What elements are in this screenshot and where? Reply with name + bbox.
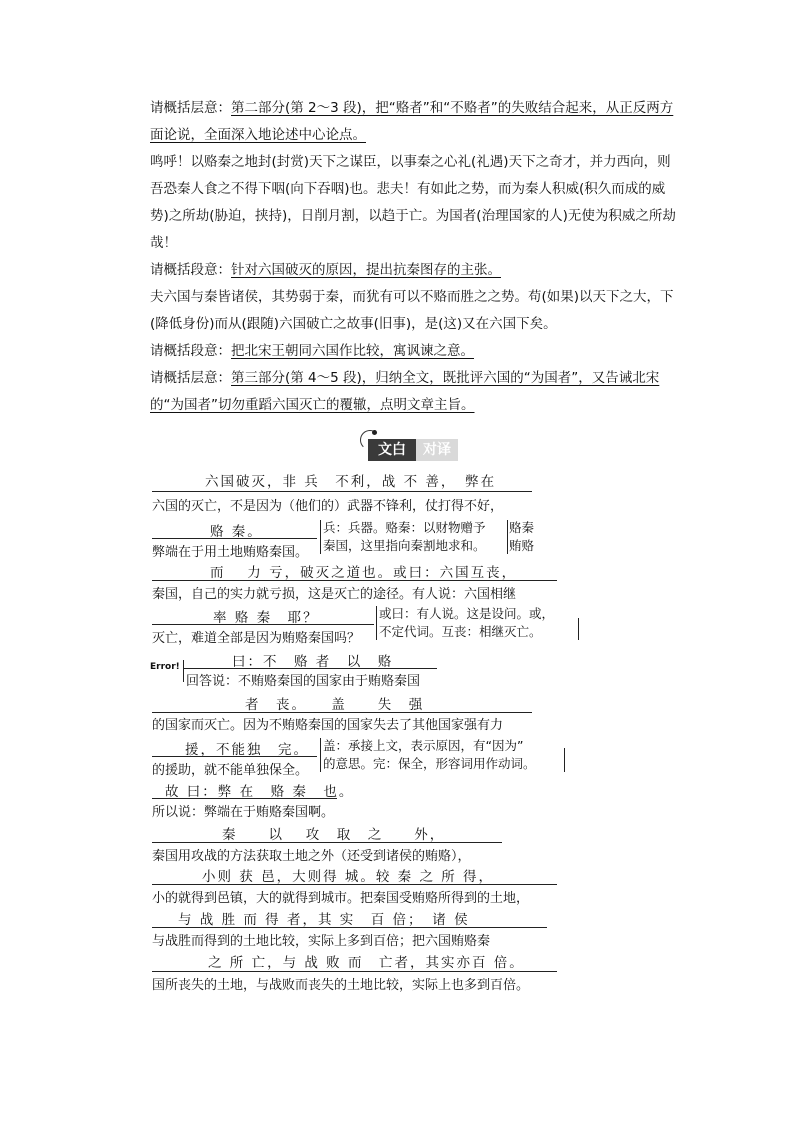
- original-line: 率 赂 秦 耶？: [213, 610, 319, 626]
- translation-line: 六国的灭亡，不是因为（他们的）武器不锋利，仗打得不好，: [152, 499, 504, 514]
- translation-line: 与战胜而得到的土地比较，实际上多到百倍；把六国贿赂秦: [152, 934, 491, 949]
- paragraph-summary-2: [150, 257, 680, 284]
- note-line: 贿赂: [509, 538, 535, 553]
- translation-line: 所以说：弊端在于贿赂秦国啊。: [152, 805, 335, 820]
- translation-line: 秦国，自己的实力就亏损，这是灭亡的途径。有人说：六国相继: [152, 587, 517, 602]
- rule: [152, 580, 557, 581]
- bracket: [320, 520, 321, 554]
- translation-line: 的国家而灭亡。因为不贿赂秦国的国家失去了其他国家强有力: [152, 718, 504, 733]
- banner-dot-icon: [372, 430, 377, 435]
- bracket: [578, 618, 579, 640]
- note-line: 兵：兵器。赂秦：以财物赠予: [323, 520, 486, 535]
- answer-text: 第二部分(第 2～3 段)，把“赂者”和“不赂者”的失败结合起来，从正反两方面论说，全面深入地论述中心论点。: [150, 100, 674, 143]
- section-banner: [368, 439, 456, 461]
- translation-line: 的援助，就不能单独保全。: [152, 763, 309, 778]
- rule: [152, 927, 547, 928]
- error-mark: Error!: [150, 662, 180, 672]
- prompt-label: 请概括层意：: [150, 370, 231, 386]
- rule: [183, 668, 437, 669]
- original-line: 与 战 胜 而 得 者，其 实 百 倍； 诸 侯: [178, 912, 470, 928]
- original-line: 者 丧。 盖 失 强: [245, 697, 425, 713]
- rule: [152, 971, 557, 972]
- bracket: [320, 738, 321, 772]
- original-line: 故 曰：弊 在 赂 秦 也。: [165, 784, 355, 800]
- original-line: 而 力 亏，破灭之道也。或曰：六国互丧，: [210, 565, 518, 581]
- original-line: 小则 获 邑，大则得 城。较 秦 之 所 得，: [202, 869, 495, 885]
- translation-line: 小的就得到邑镇，大的就得到城市。把秦国受贿赂所得到的土地，: [152, 891, 530, 906]
- rule: [152, 798, 337, 799]
- banner-dark: 文白: [368, 439, 416, 461]
- translation-line: 秦国用攻战的方法获取土地之外（还受到诸侯的贿赂），: [152, 849, 471, 864]
- note-line: 或曰：有人说。这是设问。或，: [379, 606, 555, 621]
- original-line: 秦 以 攻 取 之 外，: [222, 827, 446, 843]
- prompt-label: 请概括层意：: [150, 100, 231, 116]
- rule: [152, 756, 317, 757]
- translation-line: 弊端在于用土地贿赂秦国。: [152, 545, 309, 560]
- rule: [152, 491, 532, 492]
- original-line: 曰：不 赂 者 以 赂: [232, 654, 394, 670]
- banner-light: 对译: [416, 439, 458, 461]
- answer-text: 第三部分(第 4～5 段)，归纳全文，既批评六国的“为国者”，又告诫北宋的“为国者”切勿重蹈六国灭亡的覆辙，点明文章主旨。: [150, 370, 660, 413]
- paragraph-summary-3: [150, 338, 680, 365]
- paragraph-3: [150, 284, 680, 338]
- paragraph-2: [150, 149, 680, 257]
- prompt-label: 请概括段意：: [150, 343, 231, 359]
- rule: [152, 538, 317, 539]
- answer-text: 针对六国破灭的原因，提出抗秦图存的主张。: [231, 262, 501, 278]
- rule: [152, 842, 502, 843]
- note-line: 秦国，这里指向秦割地求和。: [323, 538, 486, 553]
- note-line: 盖：承接上文，表示原因，有“因为”: [323, 738, 524, 753]
- bracket: [564, 748, 565, 772]
- original-line: 之 所 亡，与 战 败 而 亡者，其实亦百 倍。: [208, 955, 525, 971]
- rule: [152, 624, 374, 625]
- note-line: 赂秦: [509, 520, 535, 535]
- original-line: 赂 秦。: [210, 524, 263, 540]
- translation-line: 回答说：不贿赂秦国的国家由于贿赂秦国: [186, 674, 421, 689]
- bracket: [376, 606, 377, 640]
- rule: [152, 712, 532, 713]
- layer-summary-2: [150, 95, 680, 149]
- answer-text: 把北宋王朝同六国作比较，寓讽谏之意。: [231, 343, 474, 359]
- original-line: 援，不能独 完。: [185, 742, 309, 758]
- bracket: [507, 520, 508, 554]
- prompt-label: 请概括段意：: [150, 262, 231, 278]
- original-line: 六国破灭，非 兵 不利，战 不 善， 弊在: [205, 474, 497, 490]
- rule: [152, 884, 557, 885]
- paragraph-text: 夫六国与秦皆诸侯，其势弱于秦，而犹有可以不赂而胜之之势。苟(如果)以天下之大，下(降低身份)而从(跟随)六国破亡之故事(旧事)，是(这)又在六国下矣。: [150, 289, 674, 332]
- paragraph-text: 鸣呼！以赂秦之地封(封赏)天下之谋臣，以事秦之心礼(礼遇)天下之奇才，并力西向，则吾恐秦人食之不得下咽(向下吞咽)也。悲夫！有如此之势，而为秦人积威(积久而成的威势)之所劫(胁迫，挟持)，日削月割，以趋于亡。为国者(治理国家的人)无使为积威之所劫哉！: [150, 154, 676, 251]
- translation-line: 灭亡，难道全部是因为贿赂秦国吗？: [152, 631, 361, 646]
- bracket: [183, 660, 184, 682]
- note-line: 的意思。完：保全，形容词用作动词。: [323, 756, 536, 771]
- note-line: 不定代词。互丧：相继灭亡。: [379, 624, 542, 639]
- layer-summary-3: [150, 365, 680, 419]
- translation-line: 国所丧失的土地，与战败而丧失的土地比较，实际上也多到百倍。: [152, 978, 530, 993]
